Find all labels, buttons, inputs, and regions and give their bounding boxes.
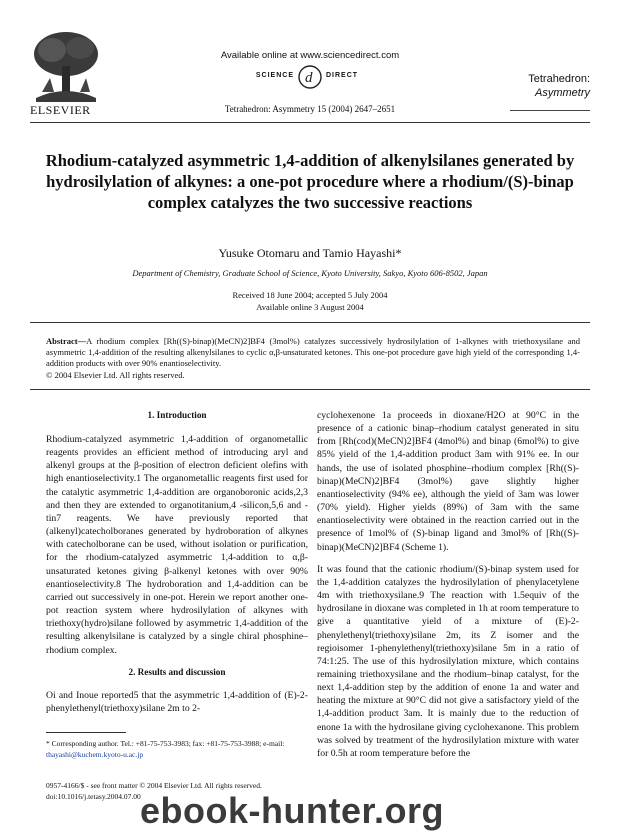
abstract-label: Abstract— <box>46 336 87 346</box>
introduction-paragraph: Rhodium-catalyzed asymmetric 1,4-addition of organometallic reagents provides an efficient method of introducing aryl and alkenyl groups at the β-position of electron deficient olefins with high enantioselectivity.1 The organometallic reagents first used for the catalytic asymmetric 1,4-addition are organoboronic acids,2,3 and then they are extended to organotitanium,4 -silicon,5,6 and -tin7 reagents. We have previously reported that (alkenyl)catecholboranes generated by hydroboration of alkynes with catecholborane can be used, without isolation or purification, for the rhodium-catalyzed asymmetric 1,4-addition to α,β-unsaturated ketones giving β-alkenyl ketones with over 90% enantioselectivity.8 The hydroboration and 1,4-addition can be carried out successively in one-pot. Herein we report another one-pot reaction system where hydrosilylation of alkynes with triethoxy(hydro)silane followed by asymmetric 1,4-addition of the resulting alkenylsilane is catalyzed by a single chiral phosphine–rhodium complex. <box>46 434 308 656</box>
copyright-line: © 2004 Elsevier Ltd. All rights reserved. <box>46 369 185 380</box>
sciencedirect-d-icon <box>296 64 324 90</box>
availability-line: Available online at www.sciencedirect.com <box>220 50 400 61</box>
journal-divider <box>510 110 590 111</box>
article-title: Rhodium-catalyzed asymmetric 1,4-addition of alkenylsilanes generated by hydrosilylation of alkynes: a one-pot procedure where a rhodium/(S)-binap complex catalyzes the two successive reactions <box>45 151 575 212</box>
right-paragraph-1: cyclohexenone 1a proceeds in dioxane/H2O at 90°C in the presence of a cationic binap–rhodium catalyst generated in situ from [Rh(cod)(MeCN)2]BF4 (4mol%) and binap (6mol%) to give 85% yield of the 1,4-addition product 3am with 91% ee. In our hands, the use of isolated phosphine–rhodium complex [Rh((S)-binap)(MeCN)2]BF4 (3mol%) gave slightly higher enantioselectivity (94% ee), although the yield of 3am was lower (70% yield). Higher yields (89%) of 3am with the same enantioselectivity were obtained in the reaction carried out in the presence of 1mol% of (S)-binap ligand and 3mol% of [Rh((S)-binap)(MeCN)2]BF4 (Scheme 1). <box>317 410 579 553</box>
corresponding-author-footnote <box>46 739 308 760</box>
abstract-bottom-divider <box>30 389 590 390</box>
section-heading-introduction: 1. Introduction <box>147 410 207 420</box>
svg-text:d: d <box>305 70 313 86</box>
right-paragraph-2: It was found that the cationic rhodium/(S)-binap system used for the 1,4-addition catalyzes the hydrosilylation of phenylacetylene 4m with triethoxysilane.9 The reaction with 1.5equiv of the hydrosilane in dioxane was completed in 1h at room temperature to give a quantitative yield of a mixture of (E)-2-phenylethenyl(triethoxy)silane 2m, its Z isomer and the regioisomer 1-phenylethenyl(triethoxy)silane 5m in a ratio of 74:1:25. The use of this hydrosilylation mixture, which contains remaining triethoxysilane and the rhodium–binap catalyst, for the next 1,4-addition step by the addition of enone 1a and water and heating the mixture at 90°C did not give a satisfactory yield of the 1,4-addition product 3am. It is mainly due to the reduction of enone 1a with the hydrosilane giving cyclohexanone. This problem was solved by treatment of the hydrosilylation mixture with water for 0.5h at room temperature before the <box>317 563 579 759</box>
header-divider <box>30 122 590 123</box>
doi-line: doi:10.1016/j.tetasy.2004.07.00 <box>46 792 141 801</box>
results-paragraph: Oi and Inoue reported5 that the asymmetric 1,4-addition of (E)-2-phenylethenyl(triethoxy)silane 2m to 2- <box>46 690 308 715</box>
abstract <box>46 336 580 381</box>
introduction-body <box>46 433 308 657</box>
journal-name-line2: Asymmetry <box>535 87 590 99</box>
sciencedirect-logo <box>210 66 410 88</box>
results-body-start <box>46 689 308 715</box>
sciencedirect-logo-left: SCIENCE <box>255 72 294 79</box>
available-online-date: Available online 3 August 2004 <box>256 302 364 312</box>
section-heading-results: 2. Results and discussion <box>128 667 226 677</box>
footnote-divider <box>46 732 126 733</box>
footnote-text: * Corresponding author. Tel.: +81-75-753-3983; fax: +81-75-753-3988; e-mail: <box>46 739 285 748</box>
author-email-link[interactable]: thayashi@kuchem.kyoto-u.ac.jp <box>46 749 144 759</box>
article-authors: Yusuke Otomaru and Tamio Hayashi* <box>218 246 402 260</box>
author-affiliation: Department of Chemistry, Graduate School of Science, Kyoto University, Sakyo, Kyoto 606-8502, Japan <box>132 268 488 278</box>
abstract-text: A rhodium complex [Rh((S)-binap)(MeCN)2]BF4 (3mol%) catalyzes successively hydrosilylation of 1-alkynes with triethoxysilane and asymmetric 1,4-addition of the resulting alkenylsilanes to cyclic α,β-unsaturated ketones. This one-pot procedure gave high yield of the corresponding 1,4-addition products with over 90% enantioselectivity. <box>46 336 580 369</box>
elsevier-tree-logo <box>30 28 102 102</box>
journal-citation: Tetrahedron: Asymmetry 15 (2004) 2647–2651 <box>224 104 396 114</box>
abstract-top-divider <box>30 322 590 323</box>
journal-name-line1: Tetrahedron: <box>528 73 590 85</box>
right-column-body <box>317 409 579 760</box>
publisher-name: ELSEVIER <box>30 103 91 117</box>
issn-line: 0957-4166/$ - see front matter © 2004 Elsevier Ltd. All rights reserved. <box>46 781 262 790</box>
sciencedirect-logo-right: DIRECT <box>326 72 359 79</box>
received-dates: Received 18 June 2004; accepted 5 July 2004 <box>232 290 388 300</box>
watermark: ebook-hunter.org <box>140 790 444 831</box>
